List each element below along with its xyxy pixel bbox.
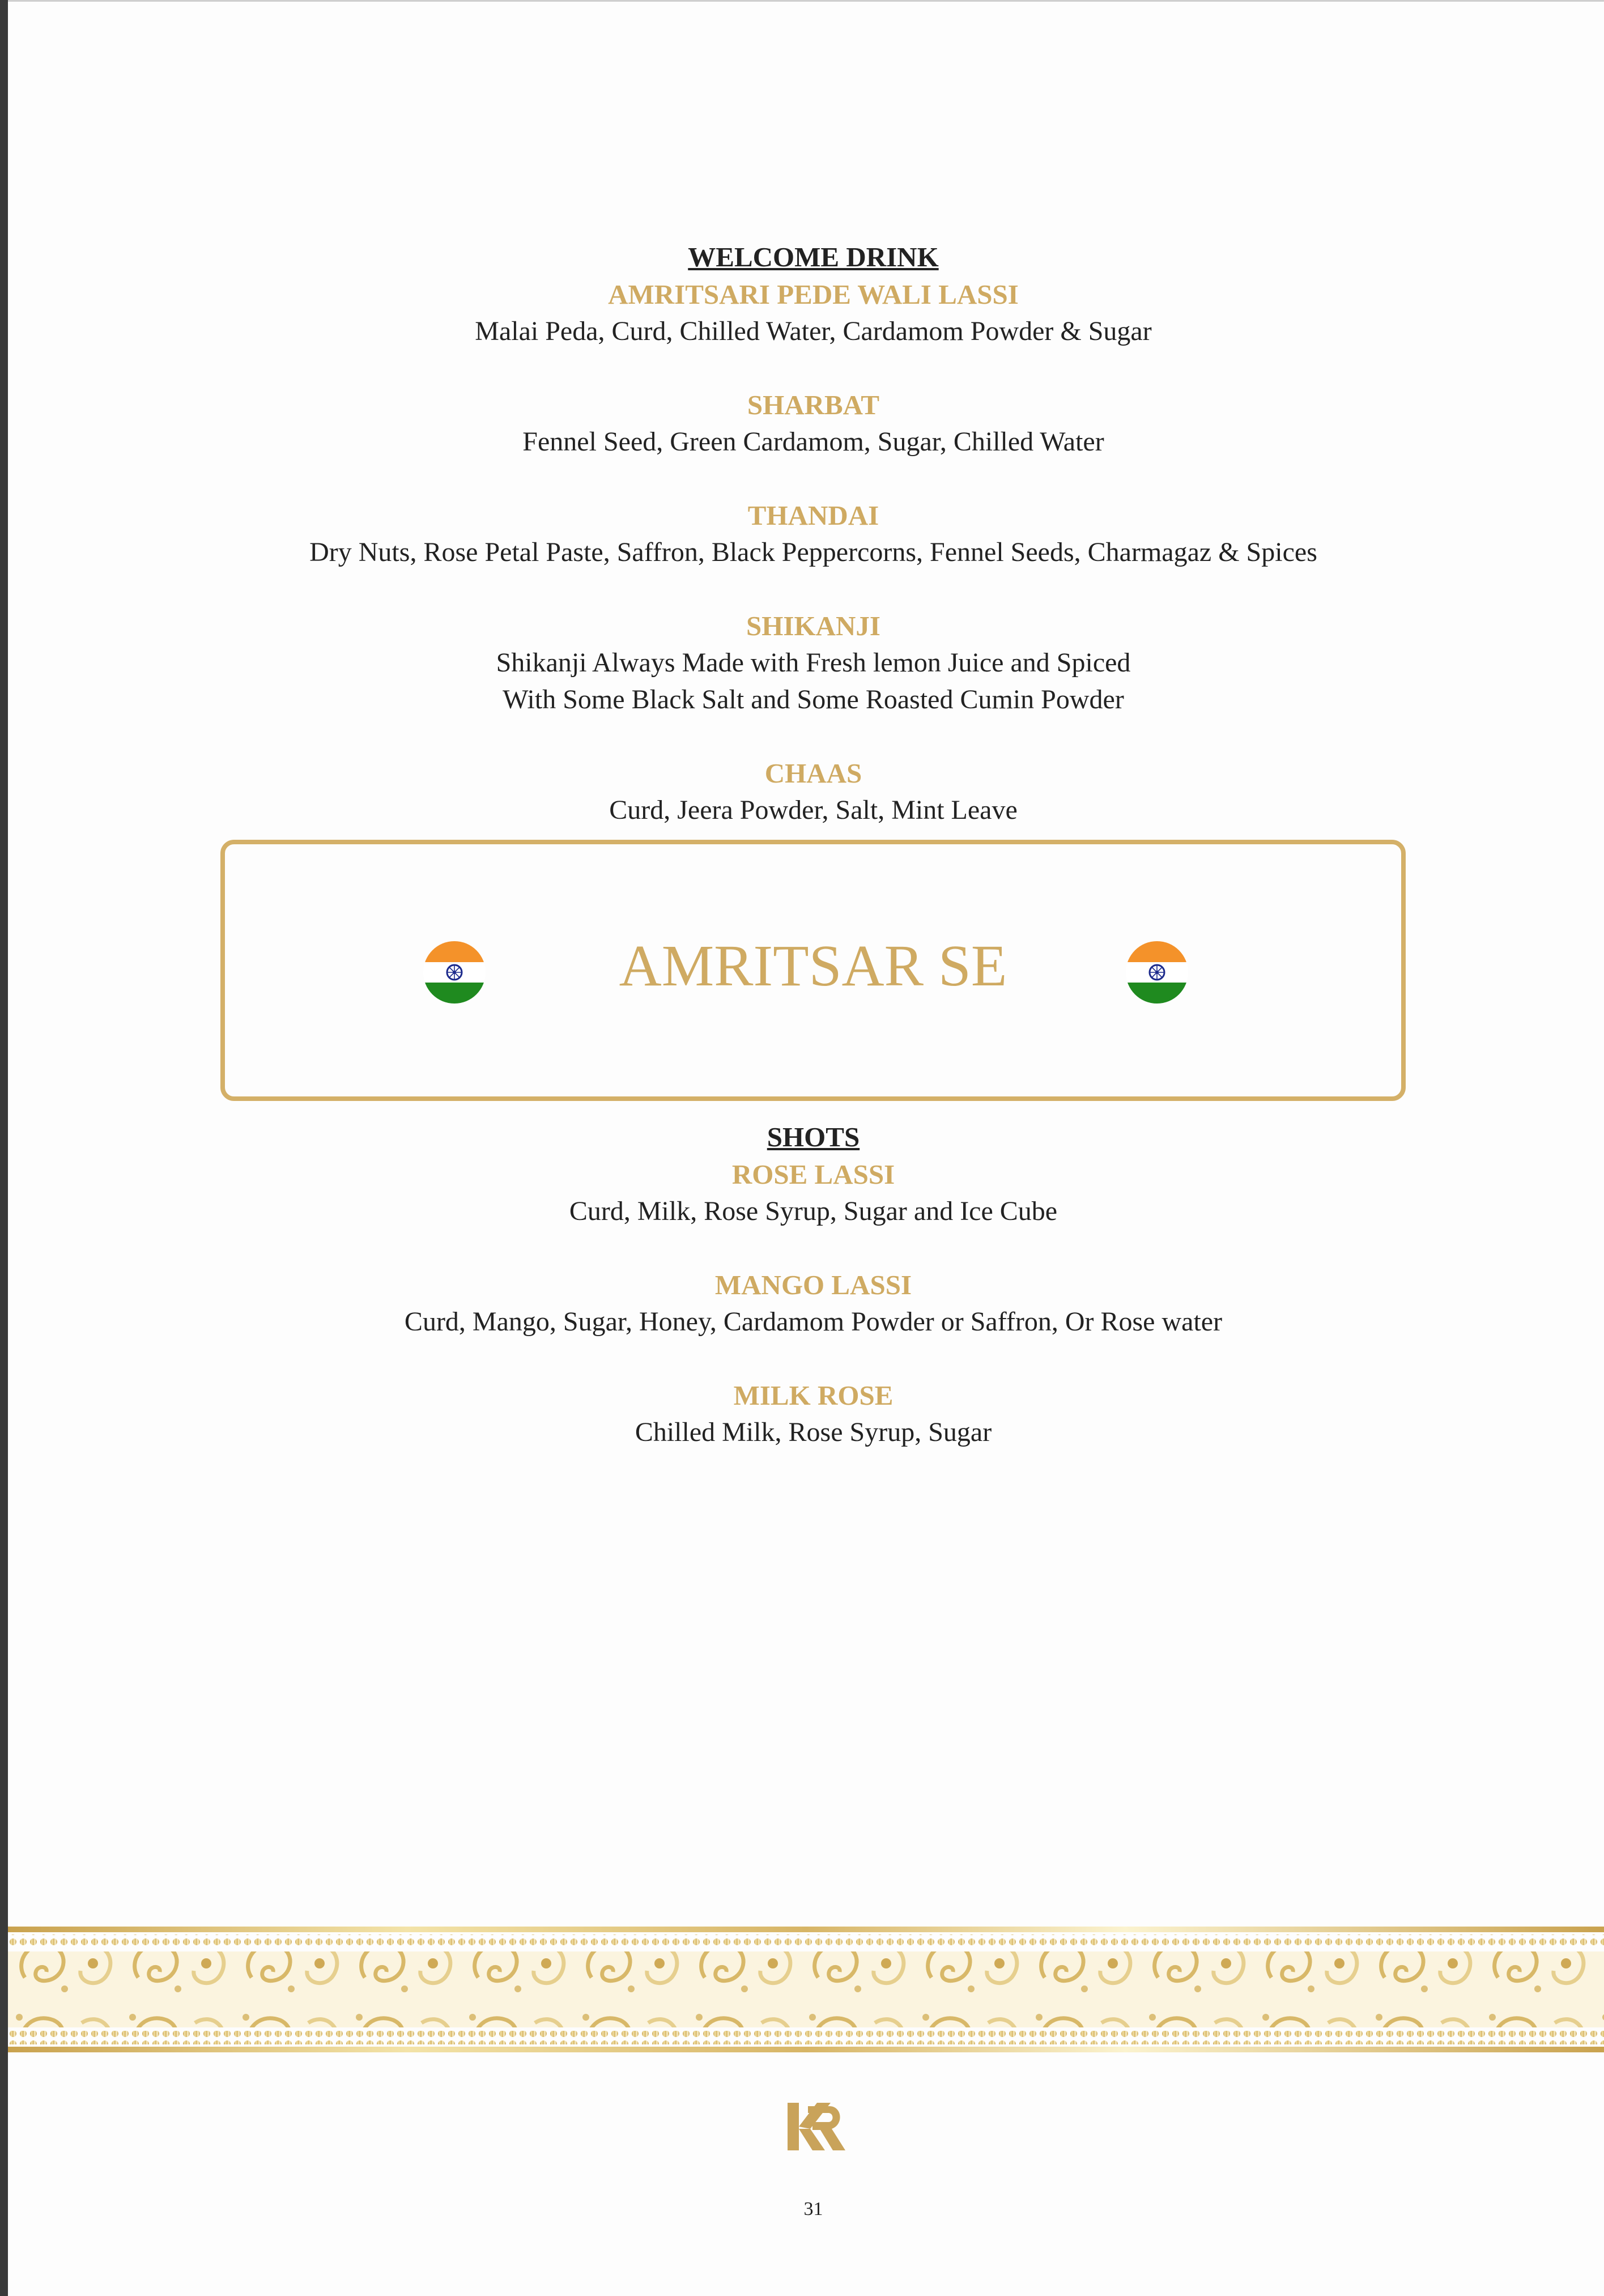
item-description: Curd, Jeera Powder, Salt, Mint Leave <box>609 795 1018 825</box>
item-description: Chilled Milk, Rose Syrup, Sugar <box>635 1417 992 1447</box>
item-description: Curd, Mango, Sugar, Honey, Cardamom Powder or Saffron, Or Rose water <box>404 1307 1223 1337</box>
item-description: Malai Peda, Curd, Chilled Water, Cardamom Powder & Sugar <box>475 316 1152 346</box>
page-number: 31 <box>803 2199 823 2220</box>
menu-item <box>0 1156 1604 1230</box>
india-flag-icon <box>1125 941 1189 1004</box>
item-name: SHIKANJI <box>746 610 880 641</box>
item-description: Curd, Milk, Rose Syrup, Sugar and Ice Cube <box>569 1196 1058 1226</box>
item-name: ROSE LASSI <box>731 1159 895 1190</box>
menu-item <box>0 497 1604 571</box>
item-name: MANGO LASSI <box>714 1269 912 1300</box>
item-name: MILK ROSE <box>733 1380 894 1411</box>
decorative-paisley-border <box>8 1927 1604 2052</box>
amritsar-se-banner <box>220 840 1406 1101</box>
welcome-drink-section <box>0 239 1604 865</box>
item-name: CHAAS <box>764 758 862 789</box>
menu-item <box>0 755 1604 828</box>
item-name: AMRITSARI PEDE WALI LASSI <box>608 279 1019 310</box>
banner-title: AMRITSAR SE <box>619 933 1007 998</box>
kr-monogram-logo <box>785 2099 848 2153</box>
item-name: SHARBAT <box>747 389 880 420</box>
section-heading: WELCOME DRINK <box>688 241 939 273</box>
menu-item <box>0 386 1604 460</box>
menu-item <box>0 607 1604 718</box>
top-edge-line <box>8 0 1604 2</box>
menu-item <box>0 1266 1604 1340</box>
shots-section <box>0 1119 1604 1487</box>
section-heading: SHOTS <box>767 1121 860 1153</box>
item-description-line: With Some Black Salt and Some Roasted Cumin Powder <box>503 684 1124 715</box>
item-description-line: Shikanji Always Made with Fresh lemon Juice and Spiced <box>496 648 1131 678</box>
item-description: Fennel Seed, Green Cardamom, Sugar, Chilled Water <box>522 427 1104 457</box>
item-description: Dry Nuts, Rose Petal Paste, Saffron, Black Peppercorns, Fennel Seeds, Charmagaz & Spices <box>309 537 1317 567</box>
item-name: THANDAI <box>747 500 879 531</box>
menu-item <box>0 1377 1604 1451</box>
menu-item <box>0 276 1604 350</box>
